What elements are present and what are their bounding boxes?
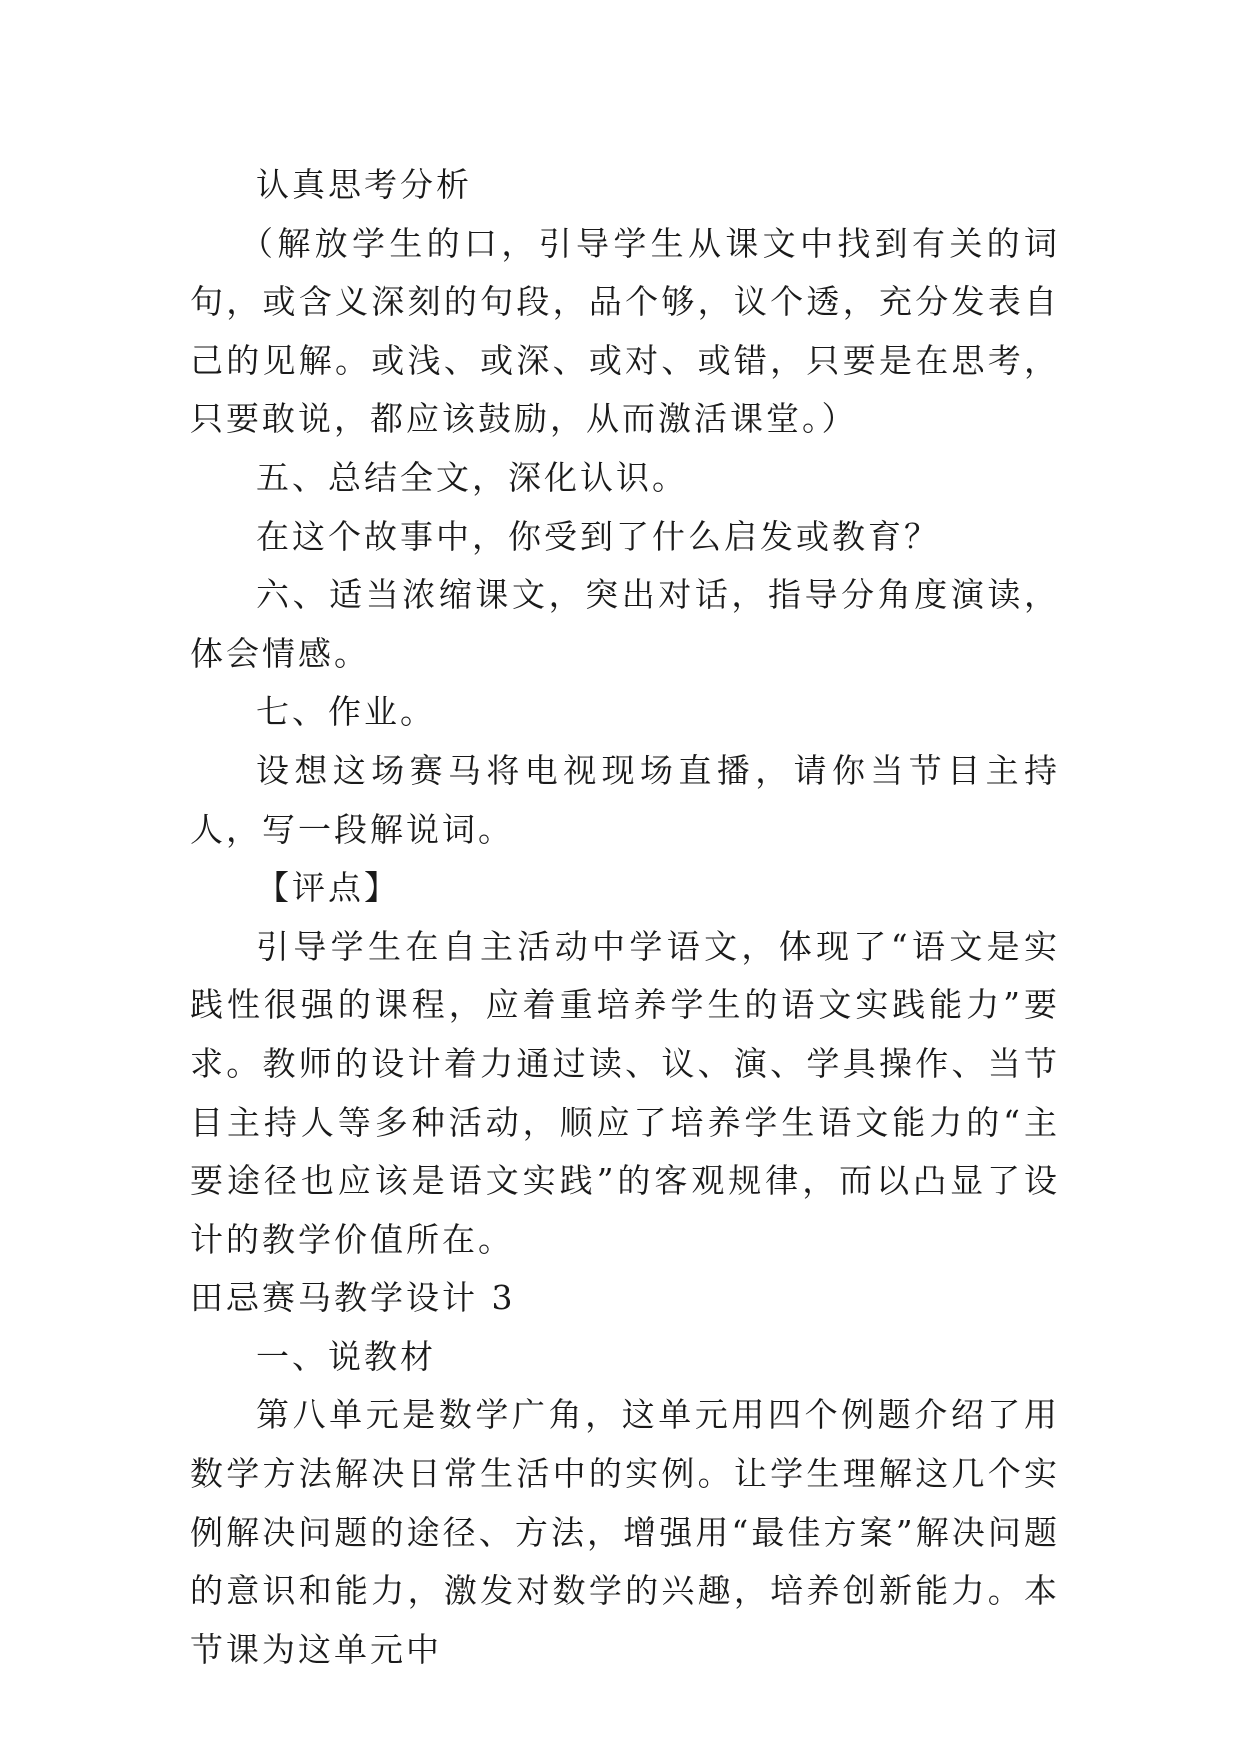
paragraph-teaching-note: （解放学生的口，引导学生从课文中找到有关的词句，或含义深刻的句段，品个够，议个透，充分发表自己的见解。或浅、或深、或对、或错，只要是在思考，只要敢说，都应该鼓励，从而激活课堂。） (190, 223, 1060, 439)
paragraph-comment-heading: 【评点】 (256, 868, 400, 908)
paragraph-homework: 设想这场赛马将电视现场直播，请你当节目主持人，写一段解说词。 (190, 750, 1060, 849)
paragraph-section-one: 一、说教材 (256, 1336, 436, 1376)
paragraph-step-five: 五、总结全文，深化认识。 (256, 457, 688, 497)
section-title: 田忌赛马教学设计 3 (190, 1278, 516, 1318)
paragraph-step-seven: 七、作业。 (256, 692, 436, 732)
paragraph-question: 在这个故事中，你受到了什么启发或教育？ (256, 516, 940, 556)
paragraph-think-analyze: 认真思考分析 (256, 165, 472, 204)
paragraph-textbook-description: 第八单元是数学广角，这单元用四个例题介绍了用数学方法解决日常生活中的实例。让学生理解这几个实例解决问题的途径、方法，增强用“最佳方案”解决问题的意识和能力，激发对数学的兴趣，培养创新能力。本节课为这单元中 (190, 1395, 1060, 1669)
paragraph-comment-body: 引导学生在自主活动中学语文，体现了“语文是实践性很强的课程，应着重培养学生的语文实践能力”要求。教师的设计着力通过读、议、演、学具操作、当节目主持人等多种活动，顺应了培养学生语文能力的“主要途径也应该是语文实践”的客观规律，而以凸显了设计的教学价值所在。 (190, 926, 1060, 1259)
document-body (190, 156, 1060, 1679)
paragraph-step-six: 六、适当浓缩课文，突出对话，指导分角度演读，体会情感。 (190, 575, 1060, 673)
